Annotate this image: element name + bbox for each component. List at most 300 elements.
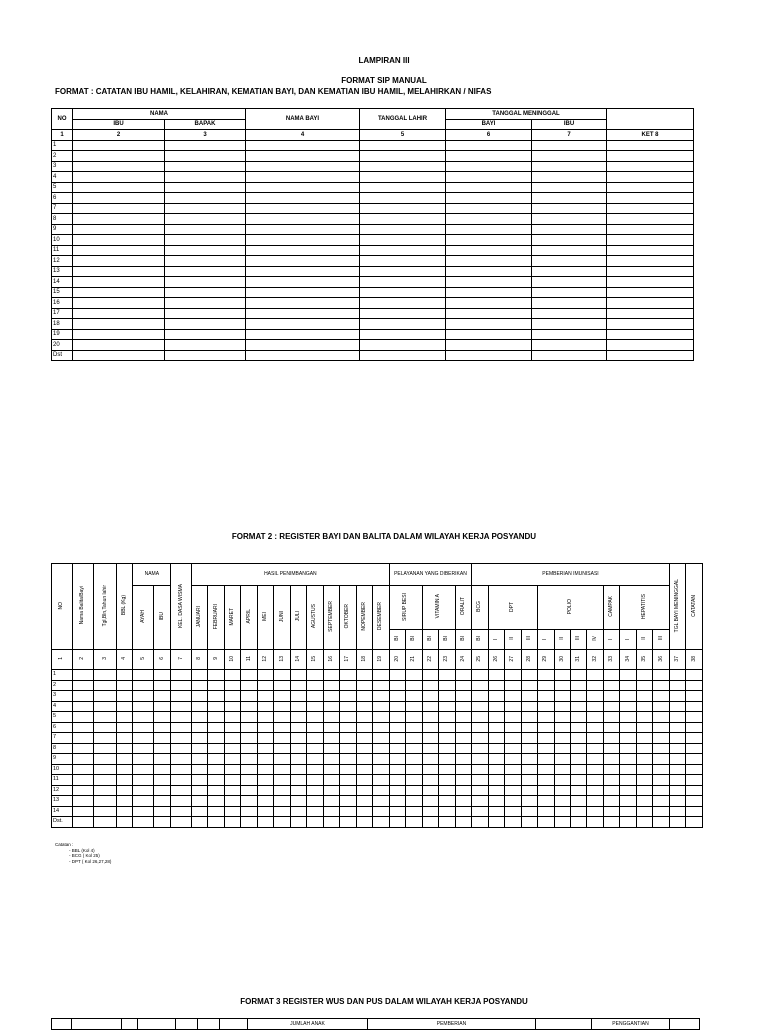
table-cell: [472, 691, 488, 702]
col-number-label: 36: [657, 655, 664, 662]
table-row: [52, 266, 694, 277]
table-cell: [620, 743, 636, 754]
table-cell: [505, 722, 521, 733]
table-cell: [455, 817, 472, 828]
col-number-label: 26: [492, 655, 499, 662]
notes-block: [55, 842, 111, 864]
table-cell: [73, 193, 165, 204]
table-cell: [323, 764, 339, 775]
table-cell: [165, 298, 246, 309]
table-cell: [406, 743, 422, 754]
table-cell: [191, 712, 207, 723]
col-number-label: 8: [196, 657, 203, 660]
header-dose: [603, 630, 619, 650]
table-cell: [241, 817, 257, 828]
table-cell: [290, 722, 306, 733]
header-dose: [472, 630, 488, 650]
table-cell: [257, 817, 273, 828]
table-cell: [257, 722, 273, 733]
col-number-label: 37: [674, 655, 681, 662]
table-cell: [488, 733, 504, 744]
lampiran-title: LAMPIRAN III: [358, 56, 410, 65]
table-cell: [360, 203, 446, 214]
table-cell: [73, 203, 165, 214]
table-cell: [686, 806, 703, 817]
table-row: [52, 161, 694, 172]
header-bayi: BAYI: [446, 119, 532, 130]
table-cell: [94, 806, 117, 817]
header-tanggal-lahir: TANGGAL LAHIR: [360, 109, 446, 130]
col-number: [224, 650, 240, 670]
table-cell: [323, 785, 339, 796]
header-month: [373, 586, 390, 650]
header-dose-label: II: [641, 637, 648, 640]
header-ket-label: KET: [641, 131, 654, 138]
table-cell: [607, 214, 694, 225]
table-cell: [472, 764, 488, 775]
header-dose-label: I: [492, 638, 499, 640]
col-number: [340, 650, 356, 670]
table-cell: [274, 743, 290, 754]
col-number: [171, 650, 192, 670]
table-cell: [360, 308, 446, 319]
col-number: [389, 650, 405, 670]
table-cell: [488, 806, 504, 817]
table-cell: [521, 733, 537, 744]
table-cell: [356, 796, 372, 807]
table-cell: [340, 764, 356, 775]
table-cell: [603, 775, 619, 786]
table-cell: [607, 287, 694, 298]
header-bbl: [116, 564, 132, 650]
table-cell: [607, 172, 694, 183]
table-cell: [686, 743, 703, 754]
table-cell: [607, 151, 694, 162]
row-number: 1: [52, 670, 73, 681]
f3-cell: [670, 1019, 700, 1030]
header-bi-label: BI: [426, 636, 433, 641]
table-cell: [224, 775, 240, 786]
col-number-label: 1: [58, 657, 65, 660]
col-number: 5: [360, 130, 446, 141]
table-cell: [587, 691, 603, 702]
table-cell: [241, 754, 257, 765]
table-cell: [307, 743, 323, 754]
table-cell: [290, 775, 306, 786]
table-cell: [521, 722, 537, 733]
table-cell: [246, 214, 360, 225]
table-cell: [73, 161, 165, 172]
table-row: [52, 308, 694, 319]
table-cell: [587, 785, 603, 796]
table-cell: [153, 754, 171, 765]
col-number: 6: [446, 130, 532, 141]
table-cell: [669, 743, 685, 754]
header-dose: [538, 630, 554, 650]
col-number: [422, 650, 438, 670]
table-cell: [686, 680, 703, 691]
table-cell: [224, 754, 240, 765]
row-number: 15: [52, 287, 73, 298]
table-cell: [72, 764, 94, 775]
col-number: [636, 650, 652, 670]
table-cell: [246, 319, 360, 330]
table-cell: [373, 806, 390, 817]
table-cell: [224, 743, 240, 754]
table-cell: [532, 235, 607, 246]
table-cell: [554, 796, 570, 807]
table-cell: [246, 140, 360, 151]
table-cell: [554, 712, 570, 723]
table-cell: [165, 161, 246, 172]
col-number: [406, 650, 422, 670]
table-cell: [636, 680, 652, 691]
col-number: 4: [246, 130, 360, 141]
table-cell: [72, 754, 94, 765]
row-number: Dst: [52, 350, 73, 361]
table-cell: [538, 722, 554, 733]
table-cell: [373, 785, 390, 796]
table-cell: [208, 701, 224, 712]
col-number: [587, 650, 603, 670]
table-cell: [521, 806, 537, 817]
table-row: [52, 287, 694, 298]
table-cell: [505, 806, 521, 817]
row-number: 11: [52, 775, 73, 786]
table-cell: [472, 785, 488, 796]
table-row: [52, 691, 703, 702]
table-row: [52, 235, 694, 246]
header-dose: [521, 630, 537, 650]
table-cell: [669, 806, 685, 817]
table-cell: [422, 733, 438, 744]
table-cell: [521, 796, 537, 807]
table-cell: [532, 151, 607, 162]
table-cell: [570, 680, 586, 691]
table-cell: [340, 775, 356, 786]
table-cell: [246, 245, 360, 256]
table-cell: [153, 764, 171, 775]
table-cell: [636, 670, 652, 681]
col-number: [373, 650, 390, 670]
table-row: [52, 743, 703, 754]
table-cell: [94, 670, 117, 681]
table-cell: [620, 722, 636, 733]
col-number-label: 16: [327, 655, 334, 662]
table-cell: [116, 733, 132, 744]
table-cell: [532, 287, 607, 298]
table-cell: [246, 203, 360, 214]
table-cell: [607, 140, 694, 151]
table-cell: [570, 722, 586, 733]
table-cell: [570, 712, 586, 723]
table-cell: [191, 670, 207, 681]
header-bi-label: BI: [410, 636, 417, 641]
table-cell: [94, 722, 117, 733]
table-cell: [274, 806, 290, 817]
table-cell: [570, 670, 586, 681]
table-row: [52, 785, 703, 796]
table-cell: [521, 817, 537, 828]
header-dose-label: II: [509, 637, 516, 640]
table-cell: [323, 754, 339, 765]
col-number: [455, 650, 472, 670]
table-cell: [73, 308, 165, 319]
table-cell: [455, 754, 472, 765]
table-cell: [191, 722, 207, 733]
header-dose: [505, 630, 521, 650]
table-cell: [191, 691, 207, 702]
table-cell: [446, 319, 532, 330]
table-cell: [116, 722, 132, 733]
table-cell: [153, 796, 171, 807]
table-cell: [446, 235, 532, 246]
table-cell: [133, 712, 154, 723]
table-cell: [389, 743, 405, 754]
header-dpt: [488, 586, 537, 630]
col-number: [116, 650, 132, 670]
table-cell: [455, 712, 472, 723]
table-cell: [669, 670, 685, 681]
table-cell: [241, 733, 257, 744]
header-ibu: IBU: [73, 119, 165, 130]
table-cell: [389, 796, 405, 807]
table-cell: [290, 764, 306, 775]
table-cell: [406, 691, 422, 702]
header-month: [257, 586, 273, 650]
table-catatan-ibu-hamil: [51, 108, 694, 361]
table-cell: [554, 764, 570, 775]
table-cell: [653, 806, 670, 817]
header-nama: NAMA: [133, 564, 171, 586]
table-cell: [554, 775, 570, 786]
table-cell: [116, 796, 132, 807]
table-cell: [116, 764, 132, 775]
table-cell: [505, 712, 521, 723]
table-cell: [389, 701, 405, 712]
table-cell: [241, 691, 257, 702]
col-number-label: 20: [394, 655, 400, 662]
table-cell: [570, 817, 586, 828]
table-cell: [422, 754, 438, 765]
header-month-label: AGUSTUS: [311, 604, 318, 629]
table-cell: [246, 340, 360, 351]
header-no: [52, 564, 73, 650]
table-cell: [488, 785, 504, 796]
table-cell: [373, 701, 390, 712]
table-cell: [422, 712, 438, 723]
row-number: 12: [52, 785, 73, 796]
table-cell: [653, 691, 670, 702]
table-cell: [360, 256, 446, 267]
table-cell: [360, 277, 446, 288]
table-cell: [607, 277, 694, 288]
table-cell: [241, 701, 257, 712]
header-dose-label: I: [542, 638, 549, 640]
table-cell: [636, 691, 652, 702]
table-cell: [356, 785, 372, 796]
row-number: 5: [52, 712, 73, 723]
table-cell: [532, 172, 607, 183]
table-cell: [373, 775, 390, 786]
col-number-label: 34: [624, 655, 631, 662]
table-row: [52, 298, 694, 309]
table-cell: [587, 764, 603, 775]
table-cell: [356, 806, 372, 817]
table-cell: [356, 775, 372, 786]
table-cell: [455, 670, 472, 681]
table-cell: [472, 817, 488, 828]
table-cell: [389, 680, 405, 691]
table-cell: [208, 806, 224, 817]
table-cell: [373, 722, 390, 733]
table-cell: [686, 733, 703, 744]
header-vitamin-a-label: VITAMIN A: [435, 594, 442, 619]
table-cell: [360, 298, 446, 309]
table-cell: [389, 785, 405, 796]
table-cell: [653, 701, 670, 712]
table-cell: [290, 785, 306, 796]
table-cell: [389, 670, 405, 681]
table-cell: [422, 785, 438, 796]
row-number: 11: [52, 245, 73, 256]
table-row: [52, 151, 694, 162]
col-number: [686, 650, 703, 670]
col-number-label: 7: [177, 657, 184, 660]
table-cell: [241, 785, 257, 796]
table-cell: [323, 775, 339, 786]
table-register-wus-pus: [51, 1018, 700, 1030]
table-cell: [171, 796, 192, 807]
table-cell: [241, 775, 257, 786]
table-cell: [587, 743, 603, 754]
table-cell: [538, 785, 554, 796]
table-cell: [686, 670, 703, 681]
row-number: 13: [52, 796, 73, 807]
header-jumlah-anak: JUMLAH ANAK: [248, 1019, 368, 1030]
table-cell: [73, 329, 165, 340]
table-cell: [307, 764, 323, 775]
table-row: [52, 806, 703, 817]
header-ket: [607, 130, 694, 141]
table-cell: [554, 733, 570, 744]
table-cell: [554, 691, 570, 702]
col-number: [538, 650, 554, 670]
header-month: [208, 586, 224, 650]
table-cell: [446, 277, 532, 288]
header-tgl-lahir-label: Tgl,Bln,Tahun lahir: [101, 584, 108, 627]
table-cell: [570, 806, 586, 817]
table-cell: [389, 775, 405, 786]
table-cell: [620, 691, 636, 702]
table-cell: [570, 743, 586, 754]
table-cell: [607, 350, 694, 361]
col-number-label: 27: [509, 655, 516, 662]
header-tgl-lahir: [94, 564, 117, 650]
table-cell: [133, 680, 154, 691]
table-cell: [669, 754, 685, 765]
table-cell: [439, 691, 455, 702]
table-cell: [603, 796, 619, 807]
table-cell: [373, 691, 390, 702]
table-cell: [587, 796, 603, 807]
notes-title: Catatan :: [55, 842, 74, 847]
table-cell: [488, 817, 504, 828]
table-cell: [191, 817, 207, 828]
table-cell: [472, 775, 488, 786]
col-number: [603, 650, 619, 670]
table-cell: [538, 733, 554, 744]
header-month: [241, 586, 257, 650]
header-dpt-label: DPT: [509, 601, 516, 612]
table-cell: [165, 151, 246, 162]
col-number-label: 32: [591, 655, 598, 662]
header-month-label: JANUARI: [196, 605, 203, 628]
col-number: [52, 650, 73, 670]
table-cell: [133, 701, 154, 712]
header-bcg: [472, 586, 488, 630]
table-cell: [439, 680, 455, 691]
table-row: [52, 172, 694, 183]
table-cell: [446, 329, 532, 340]
table-cell: [488, 764, 504, 775]
table-cell: [257, 796, 273, 807]
table-cell: [406, 817, 422, 828]
table-cell: [165, 245, 246, 256]
table-cell: [208, 785, 224, 796]
table-cell: [653, 775, 670, 786]
table-cell: [505, 701, 521, 712]
table-cell: [224, 796, 240, 807]
table-cell: [653, 817, 670, 828]
col-number-label: 17: [344, 655, 351, 662]
table-cell: [532, 340, 607, 351]
table-cell: [532, 193, 607, 204]
table-cell: [406, 712, 422, 723]
table-cell: [224, 680, 240, 691]
table-cell: [153, 712, 171, 723]
table-row: [52, 245, 694, 256]
table-cell: [171, 733, 192, 744]
table-cell: [171, 775, 192, 786]
table-cell: [360, 350, 446, 361]
table-cell: [389, 722, 405, 733]
table-cell: [133, 722, 154, 733]
header-polio-label: POLIO: [566, 598, 573, 615]
header-no: NO: [52, 109, 73, 130]
header-dose: [570, 630, 586, 650]
col-number-label: 30: [558, 655, 565, 662]
table-cell: [587, 733, 603, 744]
table-cell: [472, 680, 488, 691]
table-cell: [521, 764, 537, 775]
table-cell: [360, 266, 446, 277]
table-cell: [389, 764, 405, 775]
col-number-label: 5: [139, 657, 146, 660]
table-cell: [133, 796, 154, 807]
table-cell: [446, 340, 532, 351]
format1-title: FORMAT : CATATAN IBU HAMIL, KELAHIRAN, KEMATIAN BAYI, DAN KEMATIAN IBU HAMIL, MELAHIRKAN / NIFAS: [55, 87, 492, 96]
header-dose: [653, 630, 670, 650]
table-cell: [274, 785, 290, 796]
table-cell: [94, 764, 117, 775]
table-cell: [257, 712, 273, 723]
table-cell: [422, 701, 438, 712]
table-cell: [538, 775, 554, 786]
header-dose-label: III: [575, 636, 582, 641]
table-cell: [323, 722, 339, 733]
table-cell: [554, 722, 570, 733]
